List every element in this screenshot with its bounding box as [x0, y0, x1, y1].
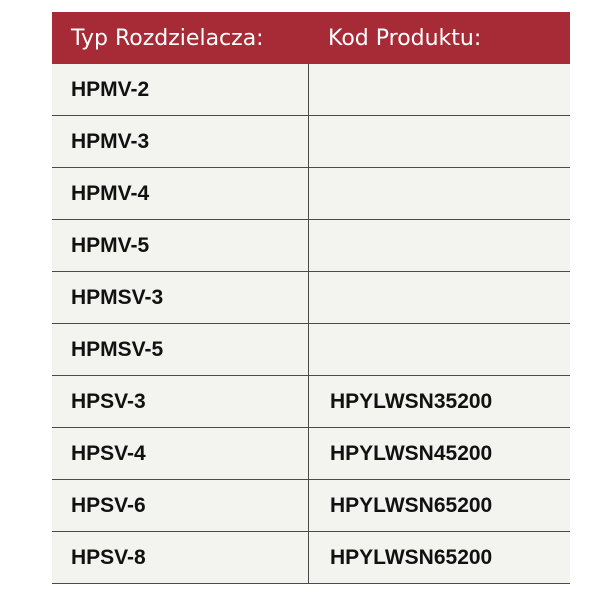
table-row — [52, 64, 570, 116]
cell-code — [309, 324, 570, 375]
table-row — [52, 532, 570, 584]
product-table — [52, 12, 570, 584]
table-row — [52, 480, 570, 532]
cell-type: HPSV-4 — [52, 428, 309, 479]
cell-type: HPSV-3 — [52, 376, 309, 427]
table-row — [52, 116, 570, 168]
table-header — [52, 12, 570, 64]
header-code: Kod Produktu: — [328, 25, 482, 51]
cell-code — [309, 168, 570, 219]
cell-code: HPYLWSN35200 — [330, 389, 493, 413]
cell-code: HPYLWSN65200 — [330, 545, 493, 569]
header-type: Typ Rozdzielacza: — [71, 25, 264, 51]
cell-type: HPSV-8 — [52, 532, 309, 583]
cell-code — [309, 220, 570, 271]
table-row — [52, 272, 570, 324]
cell-type: HPMSV-3 — [52, 272, 309, 323]
cell-code: HPYLWSN65200 — [330, 493, 493, 517]
cell-code — [309, 64, 570, 115]
cell-code: HPYLWSN45200 — [330, 441, 493, 465]
cell-code — [309, 272, 570, 323]
cell-type: HPMV-2 — [52, 64, 309, 115]
table-row — [52, 376, 570, 428]
table-row — [52, 324, 570, 376]
table-row — [52, 220, 570, 272]
cell-type: HPMV-4 — [52, 168, 309, 219]
cell-type: HPMV-5 — [52, 220, 309, 271]
table-row — [52, 428, 570, 480]
cell-code — [309, 116, 570, 167]
cell-type: HPMV-3 — [52, 116, 309, 167]
cell-type: HPMSV-5 — [52, 324, 309, 375]
table-body — [52, 64, 570, 584]
table-row — [52, 168, 570, 220]
cell-type: HPSV-6 — [52, 480, 309, 531]
